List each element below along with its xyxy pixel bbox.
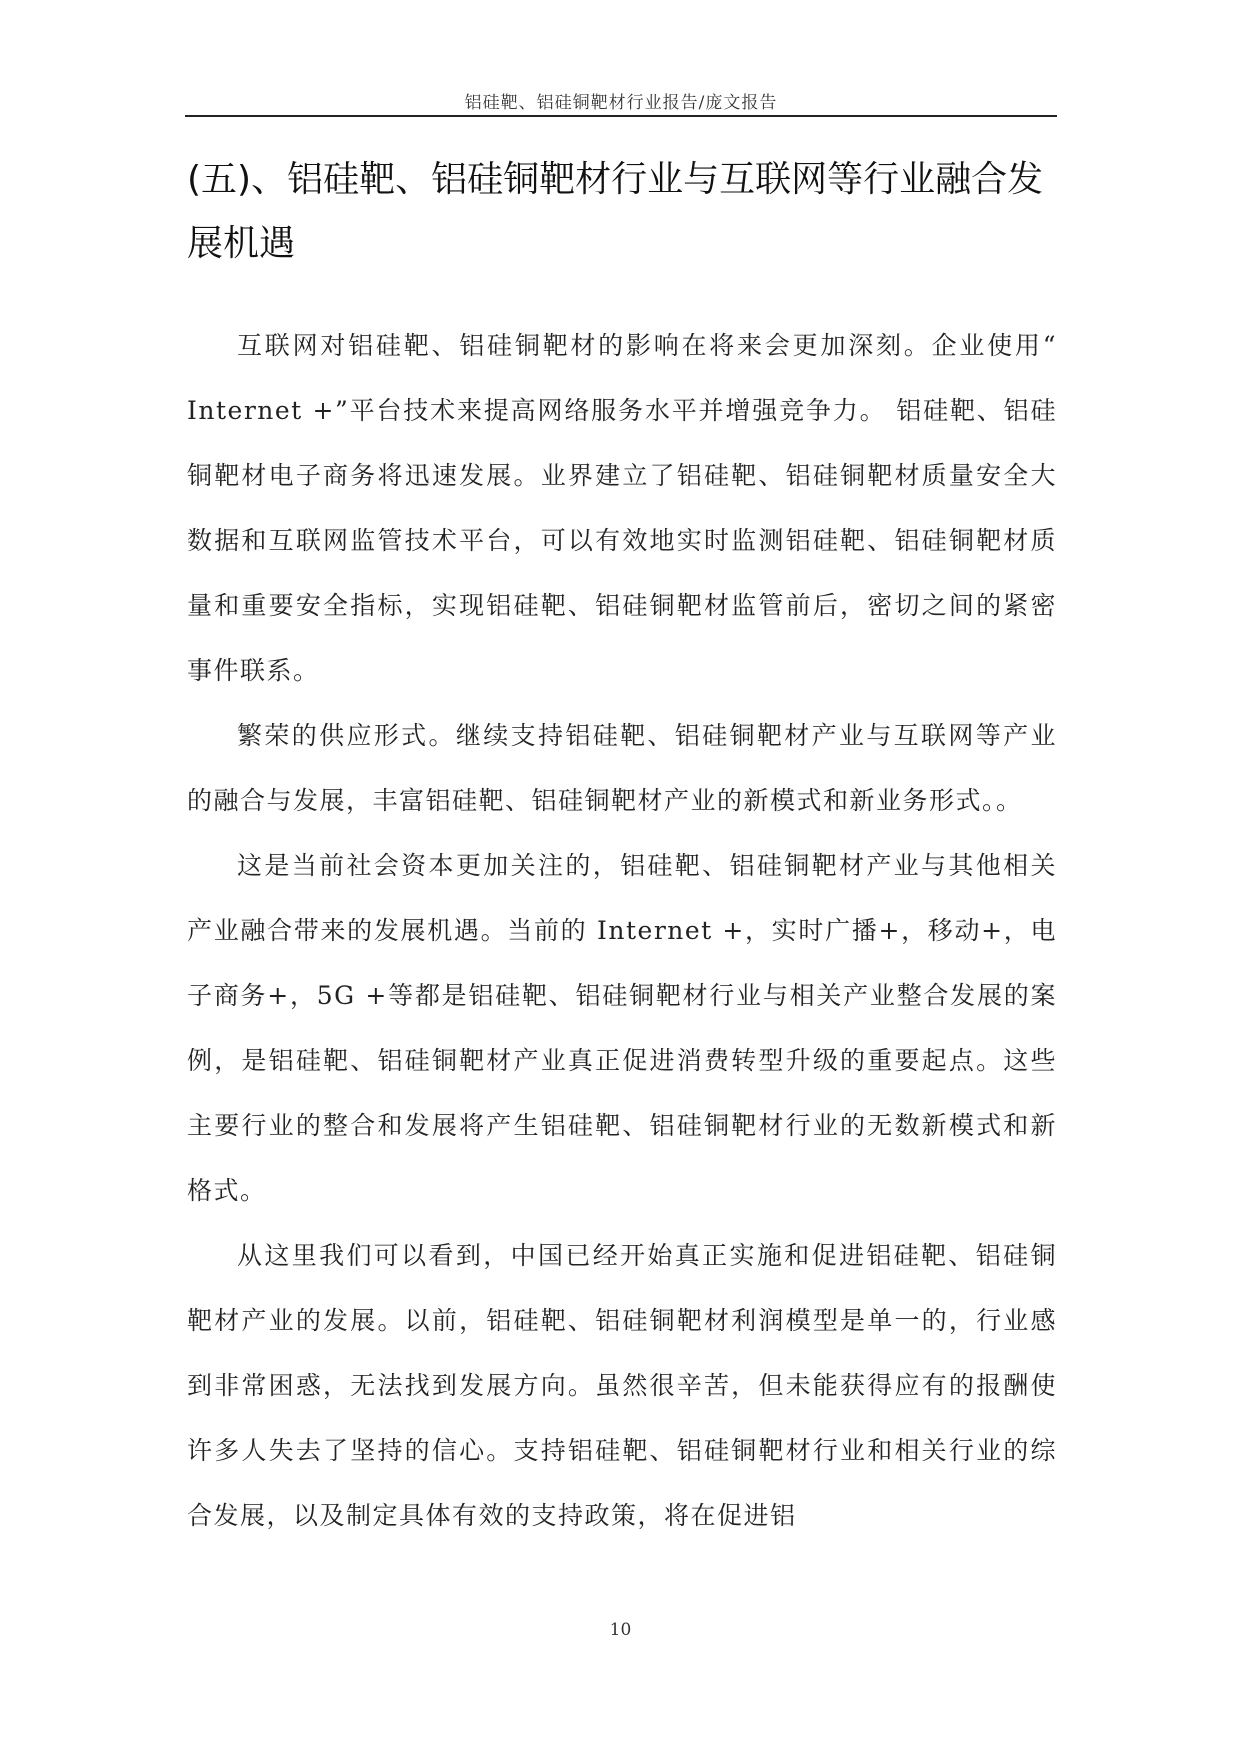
running-header: 铝硅靶、铝硅铜靶材行业报告/庞文报告 — [464, 93, 778, 113]
paragraph-3: 这是当前社会资本更加关注的，铝硅靶、铝硅铜靶材产业与其他相关产业融合带来的发展机遇。当前的 Internet +，实时广播+，移动+，电子商务+，5G +等都是铝硅靶、铝硅铜靶材行业与相关产业整合发展的案例，是铝硅靶、铝硅铜靶材产业真正促进消费转型升级的重要起点。这些主要行业的整合和发展将产生铝硅靶、铝硅铜靶材行业的无数新模式和新格式。 — [187, 851, 1057, 1205]
paragraph-4: 从这里我们可以看到，中国已经开始真正实施和促进铝硅靶、铝硅铜靶材产业的发展。以前，铝硅靶、铝硅铜靶材利润模型是单一的，行业感到非常困惑，无法找到发展方向。虽然很辛苦，但未能获得应有的报酬使许多人失去了坚持的信心。支持铝硅靶、铝硅铜靶材行业和相关行业的综合发展，以及制定具体有效的支持政策，将在促进铝 — [187, 1241, 1057, 1530]
body-text — [187, 313, 1057, 1548]
page-number: 10 — [609, 1620, 632, 1640]
header-divider — [185, 115, 1057, 117]
paragraph-1: 互联网对铝硅靶、铝硅铜靶材的影响在将来会更加深刻。企业使用“ Internet +”平台技术来提高网络服务水平并增强竞争力。 铝硅靶、铝硅铜靶材电子商务将迅速发展。业界建立了铝硅靶、铝硅铜靶材质量安全大数据和互联网监管技术平台，可以有效地实时监测铝硅靶、铝硅铜靶材质量和重要安全指标，实现铝硅靶、铝硅铜靶材监管前后，密切之间的紧密事件联系。 — [187, 331, 1057, 685]
section-title: (五)、铝硅靶、铝硅铜靶材行业与互联网等行业融合发展机遇 — [187, 159, 1044, 264]
paragraph-2: 繁荣的供应形式。继续支持铝硅靶、铝硅铜靶材产业与互联网等产业的融合与发展，丰富铝硅靶、铝硅铜靶材产业的新模式和新业务形式。。 — [187, 721, 1057, 815]
